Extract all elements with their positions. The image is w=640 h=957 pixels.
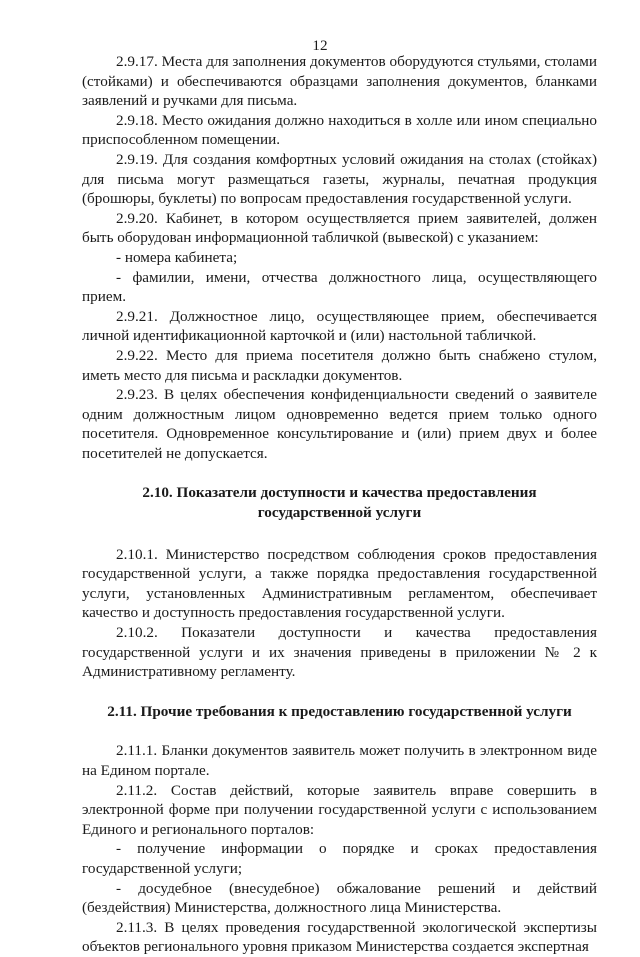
section-2-10-heading-line2: государственной услуги bbox=[257, 504, 422, 522]
paragraph-2-11-1: 2.11.1. Бланки документов заявитель может получить в электронном виде на Едином портале. bbox=[82, 742, 597, 779]
section-2-11-heading: 2.11. Прочие требования к предоставлению государственной услуги bbox=[107, 702, 572, 720]
paragraph-2-10-2: 2.10.2. Показатели доступности и качества предоставления государственной услуги и их значения приведены в приложении № 2 к Административному регламенту. bbox=[82, 624, 597, 681]
section-2-10-heading-line1: 2.10. Показатели доступности и качества предоставления bbox=[142, 484, 537, 502]
paragraph-2-10-1: 2.10.1. Министерство посредством соблюдения сроков предоставления государственной услуги, а также порядка предоставления государственной услуги, установленных Административным регламентом, обеспечивает качество и доступность предоставления государственной услуги. bbox=[82, 545, 597, 622]
paragraph-2-9-17: 2.9.17. Места для заполнения документов оборудуются стульями, столами (стойками) и обеспечиваются образцами заполнения документов, бланками заявлений и ручками для письма. bbox=[82, 53, 597, 110]
paragraph-2-9-18: 2.9.18. Место ожидания должно находиться в холле или ином специально приспособленном помещении. bbox=[82, 111, 597, 149]
list-item-cabinet-number: - номера кабинета; bbox=[116, 248, 238, 266]
list-item-official-name: - фамилии, имени, отчества должностного лица, осуществляющего прием. bbox=[82, 268, 597, 306]
page-number: 12 bbox=[312, 37, 328, 54]
paragraph-2-9-19: 2.9.19. Для создания комфортных условий ожидания на столах (стойках) для письма могут размещаться газеты, журналы, печатная продукция (брошюры, буклеты) по вопросам предоставления государственной услуги. bbox=[82, 150, 597, 208]
paragraph-2-9-21: 2.9.21. Должностное лицо, осуществляющее прием, обеспечивается личной идентификационной карточкой и (или) настольной табличкой. bbox=[82, 307, 597, 345]
list-item-appeal: - досудебное (внесудебное) обжалование решений и действий (бездействия) Министерства, должностного лица Министерства. bbox=[82, 879, 597, 917]
page-content bbox=[82, 52, 597, 957]
paragraph-2-11-3: 2.11.3. В целях проведения государственной экологической экспертизы объектов регионального уровня приказом Министерства создается экспертная bbox=[82, 918, 597, 956]
paragraph-2-9-22: 2.9.22. Место для приема посетителя должно быть снабжено стулом, иметь место для письма и раскладки документов. bbox=[82, 346, 597, 384]
section-2-10-heading bbox=[82, 483, 597, 522]
paragraph-2-9-23: 2.9.23. В целях обеспечения конфиденциальности сведений о заявителе одним должностным лицом одновременно ведется прием только одного посетителя. Одновременное консультирование и (или) прием двух и более посетителей не допускается. bbox=[82, 386, 597, 462]
list-item-info-receiving: - получение информации о порядке и сроках предоставления государственной услуги; bbox=[82, 840, 597, 877]
paragraph-2-11-2: 2.11.2. Состав действий, которые заявитель вправе совершить в электронной форме при получении государственной услуги с использованием Единого и регионального порталов: bbox=[82, 781, 597, 838]
paragraph-2-9-20: 2.9.20. Кабинет, в котором осуществляется прием заявителей, должен быть оборудован информационной табличкой (вывеской) с указанием: bbox=[82, 209, 597, 247]
